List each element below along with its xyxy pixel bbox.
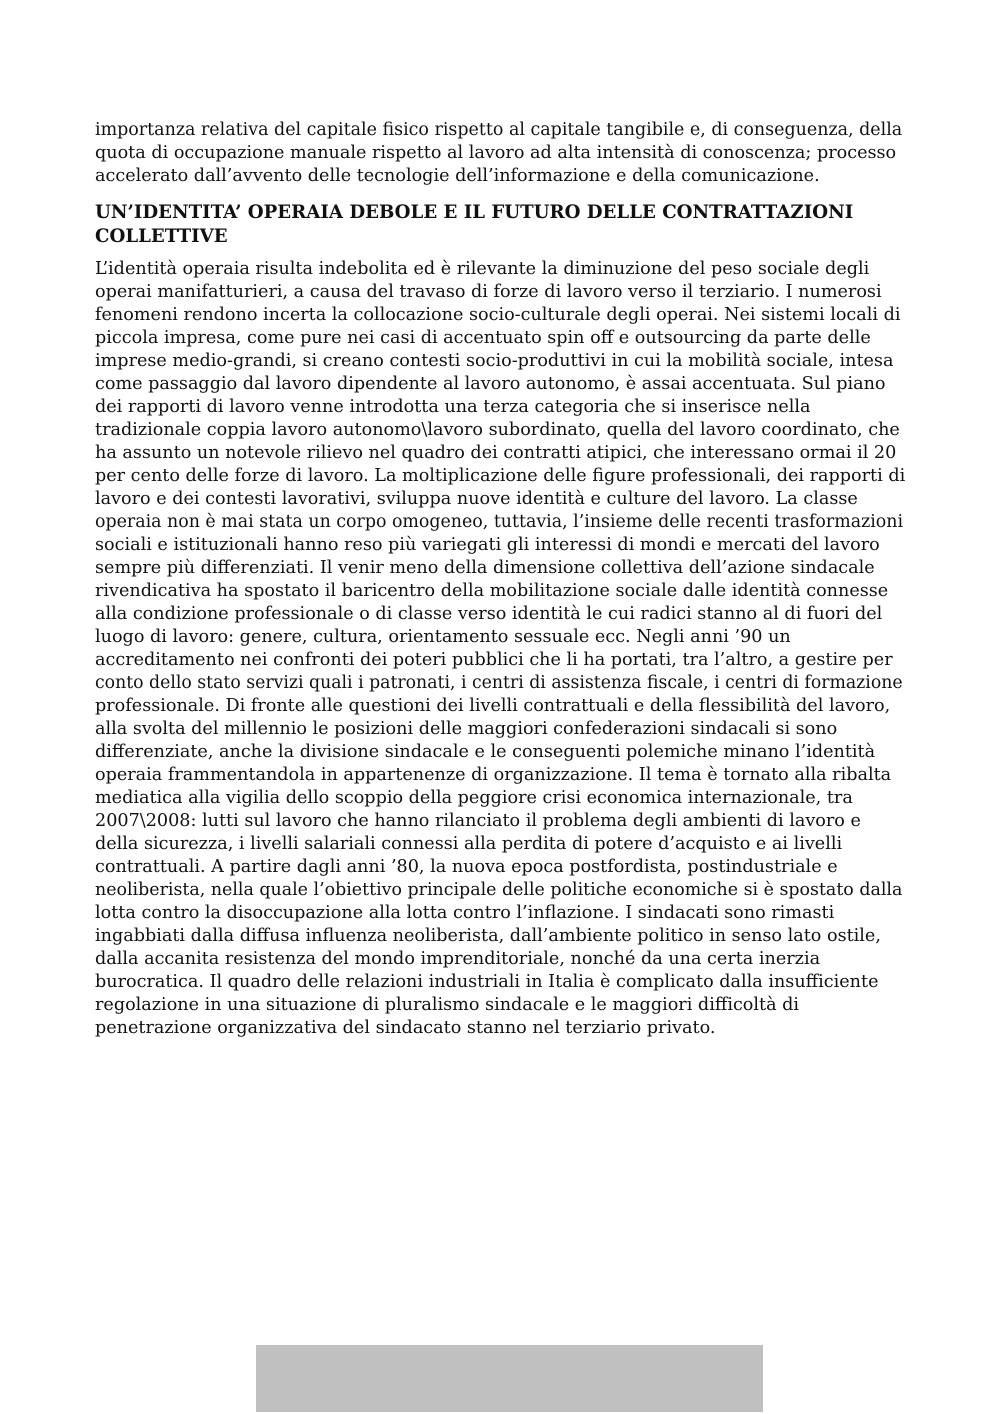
body-line: accreditamento nei confronti dei poteri pubblici che li ha portati, tra l’altro, a gestire per — [95, 650, 893, 670]
heading-line: COLLETTIVE — [95, 226, 228, 247]
body-line: dei rapporti di lavoro venne introdotta una terza categoria che si inserisce nella — [95, 397, 811, 417]
body-line: contrattuali. A partire dagli anni ’80, la nuova epoca postfordista, postindustriale e — [95, 857, 838, 877]
body-line: della sicurezza, i livelli salariali connessi alla perdita di potere d’acquisto e ai livelli — [95, 834, 843, 854]
intro-line: quota di occupazione manuale rispetto al lavoro ad alta intensità di conoscenza; processo — [95, 143, 897, 163]
body-paragraph — [95, 258, 907, 1040]
body-line: differenziate, anche la divisione sindacale e le conseguenti polemiche minano l’identità — [95, 742, 876, 762]
body-line: professionale. Di fronte alle questioni dei livelli contrattuali e della flessibilità del lavoro, — [95, 696, 891, 716]
body-line: operai manifatturieri, a causa del travaso di forze di lavoro verso il terziario. I numerosi — [95, 282, 882, 302]
body-line: penetrazione organizzativa del sindacato stanno nel terziario privato. — [95, 1018, 716, 1038]
intro-line: accelerato dall’avvento delle tecnologie dell’informazione e della comunicazione. — [95, 166, 820, 186]
body-line: lotta contro la disoccupazione alla lotta contro l’inflazione. I sindacati sono rimasti — [95, 903, 835, 923]
body-line: imprese medio-grandi, si creano contesti socio-produttivi in cui la mobilità sociale, intesa — [95, 351, 894, 371]
body-line: burocratica. Il quadro delle relazioni industriali in Italia è complicato dalla insufficiente — [95, 972, 879, 992]
body-line: per cento delle forze di lavoro. La moltiplicazione delle figure professionali, dei rapporti di — [95, 466, 906, 486]
body-line: operaia frammentandola in appartenenze di organizzazione. Il tema è tornato alla ribalta — [95, 765, 892, 785]
body-line: come passaggio dal lavoro dipendente al lavoro autonomo, è assai accentuata. Sul piano — [95, 374, 886, 394]
body-line: ha assunto un notevole rilievo nel quadro dei contratti atipici, che interessano ormai il 20 — [95, 443, 897, 463]
body-line: luogo di lavoro: genere, cultura, orientamento sessuale ecc. Negli anni ’90 un — [95, 627, 791, 647]
body-line: mediatica alla vigilia dello scoppio della peggiore crisi economica internazionale, tra — [95, 788, 853, 808]
body-line: alla svolta del millennio le posizioni delle maggiori confederazioni sindacali si sono — [95, 719, 838, 739]
body-line: 2007\2008: lutti sul lavoro che hanno rilanciato il problema degli ambienti di lavoro e — [95, 811, 861, 831]
body-line: sempre più differenziati. Il venir meno della dimensione collettiva dell’azione sindacale — [95, 558, 875, 578]
section-heading — [95, 201, 907, 249]
body-line: sociali e istituzionali hanno reso più variegati gli interessi di mondi e mercati del lavoro — [95, 535, 880, 555]
body-line: regolazione in una situazione di pluralismo sindacale e le maggiori difficoltà di — [95, 995, 800, 1015]
body-line: tradizionale coppia lavoro autonomo\lavoro subordinato, quella del lavoro coordinato, che — [95, 420, 900, 440]
body-line: piccola impresa, come pure nei casi di accentuato spin off e outsourcing da parte delle — [95, 328, 871, 348]
footer-gray-bar — [256, 1345, 763, 1412]
body-line: L’identità operaia risulta indebolita ed è rilevante la diminuzione del peso sociale degli — [95, 259, 870, 279]
body-line: rivendicativa ha spostato il baricentro della mobilitazione sociale dalle identità connesse — [95, 581, 889, 601]
body-line: alla condizione professionale o di classe verso identità le cui radici stanno al di fuori del — [95, 604, 883, 624]
heading-line: UN’IDENTITA’ OPERAIA DEBOLE E IL FUTURO DELLE CONTRATTAZIONI — [95, 202, 854, 223]
body-line: neoliberista, nella quale l’obiettivo principale delle politiche economiche si è spostato dalla — [95, 880, 903, 900]
intro-line: importanza relativa del capitale fisico rispetto al capitale tangibile e, di conseguenza, della — [95, 120, 903, 140]
body-line: fenomeni rendono incerta la collocazione socio-culturale degli operai. Nei sistemi locali di — [95, 305, 901, 325]
intro-paragraph — [95, 119, 907, 188]
body-line: operaia non è mai stata un corpo omogeneo, tuttavia, l’insieme delle recenti trasformazioni — [95, 512, 904, 532]
body-line: ingabbiati dalla diffusa influenza neoliberista, dall’ambiente politico in senso lato ostile, — [95, 926, 881, 946]
body-line: conto dello stato servizi quali i patronati, i centri di assistenza fiscale, i centri di formazione — [95, 673, 903, 693]
body-line: dalla accanita resistenza del mondo imprenditoriale, nonché da una certa inerzia — [95, 949, 821, 969]
body-line: lavoro e dei contesti lavorativi, sviluppa nuove identità e culture del lavoro. La classe — [95, 489, 858, 509]
